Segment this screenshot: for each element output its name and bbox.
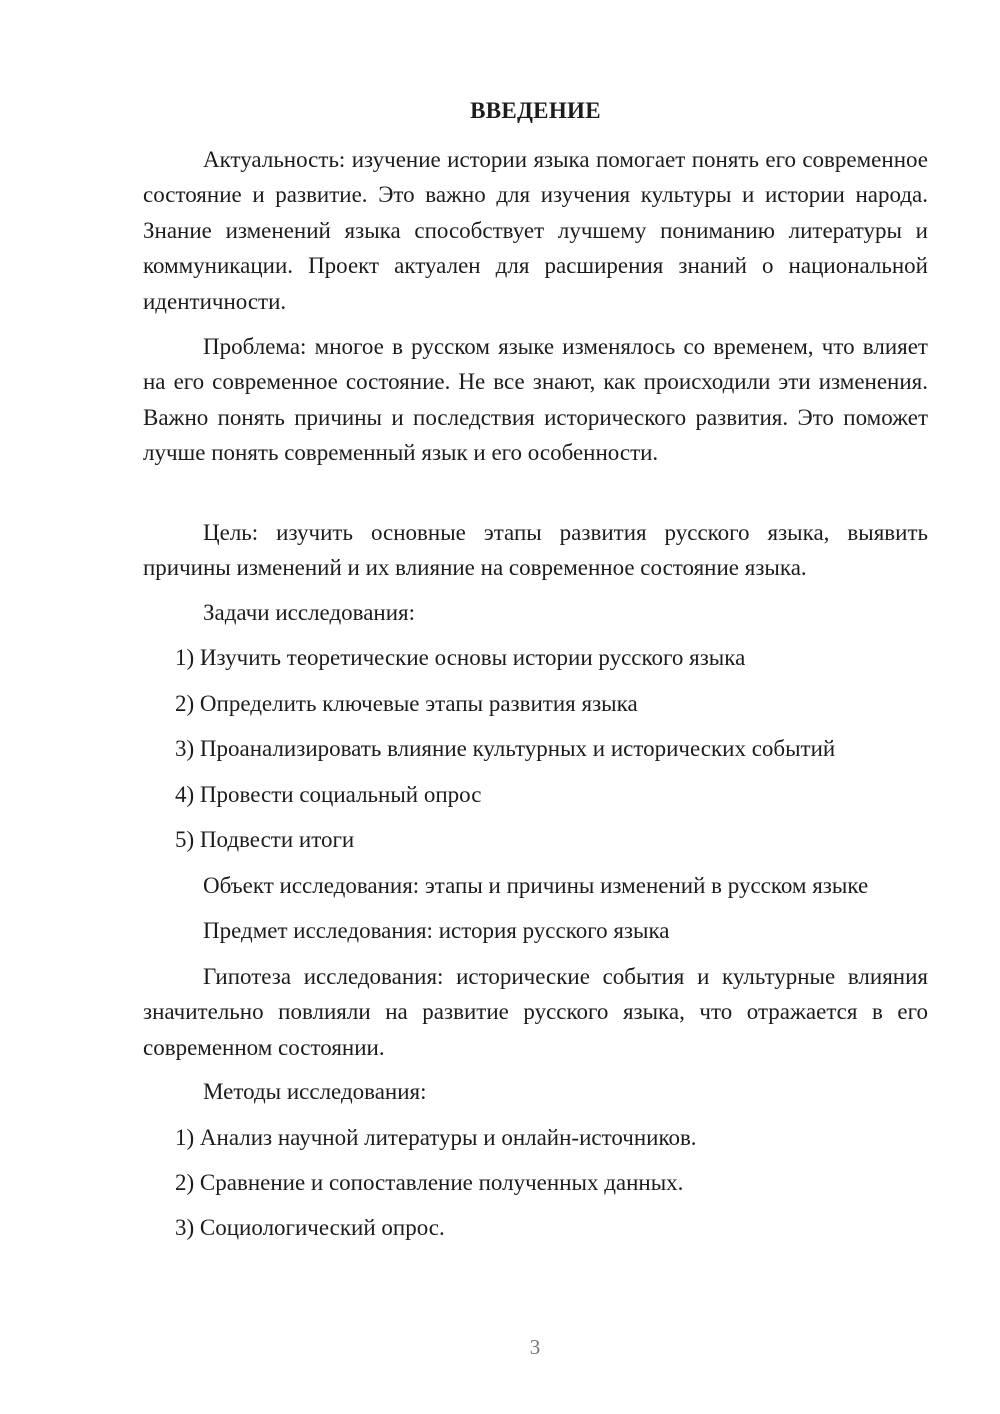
method-item: 1) Анализ научной литературы и онлайн-источников. (175, 1125, 697, 1150)
methods-heading: Методы исследования: (203, 1079, 427, 1104)
research-object: Объект исследования: этапы и причины изменений в русском языке (203, 873, 869, 898)
task-item: 4) Провести социальный опрос (175, 782, 482, 807)
method-item: 2) Сравнение и сопоставление полученных данных. (175, 1170, 684, 1195)
relevance-paragraph: Актуальность: изучение истории языка помогает понять его современное состояние и развитие. Это важно для изучения культуры и истории народа. Знание изменений языка способствует лучшему пониманию литературы и коммуникации. Проект актуален для расширения знаний о национальной идентичности. (143, 147, 928, 314)
method-item: 3) Социологический опрос. (175, 1215, 445, 1240)
tasks-heading: Задачи исследования: (203, 600, 416, 625)
task-item: 3) Проанализировать влияние культурных и исторических событий (175, 736, 836, 761)
task-item: 2) Определить ключевые этапы развития языка (175, 691, 638, 716)
research-subject: Предмет исследования: история русского языка (203, 918, 670, 943)
problem-paragraph: Проблема: многое в русском языке изменялось со временем, что влияет на его современное состояние. Не все знают, как происходили эти изменения. Важно понять причины и последствия исторического развития. Это поможет лучше понять современный язык и его особенности. (143, 334, 928, 466)
hypothesis-paragraph: Гипотеза исследования: исторические события и культурные влияния значительно повлияли на развитие русского языка, что отражается в его современном состоянии. (143, 964, 928, 1060)
goal-paragraph: Цель: изучить основные этапы развития русского языка, выявить причины изменений и их влияние на современное состояние языка. (143, 520, 928, 581)
page-number: 3 (529, 1335, 541, 1359)
task-item: 1) Изучить теоретические основы истории русского языка (175, 645, 746, 670)
page-title: ВВЕДЕНИЕ (470, 98, 601, 123)
task-item: 5) Подвести итоги (175, 827, 355, 852)
